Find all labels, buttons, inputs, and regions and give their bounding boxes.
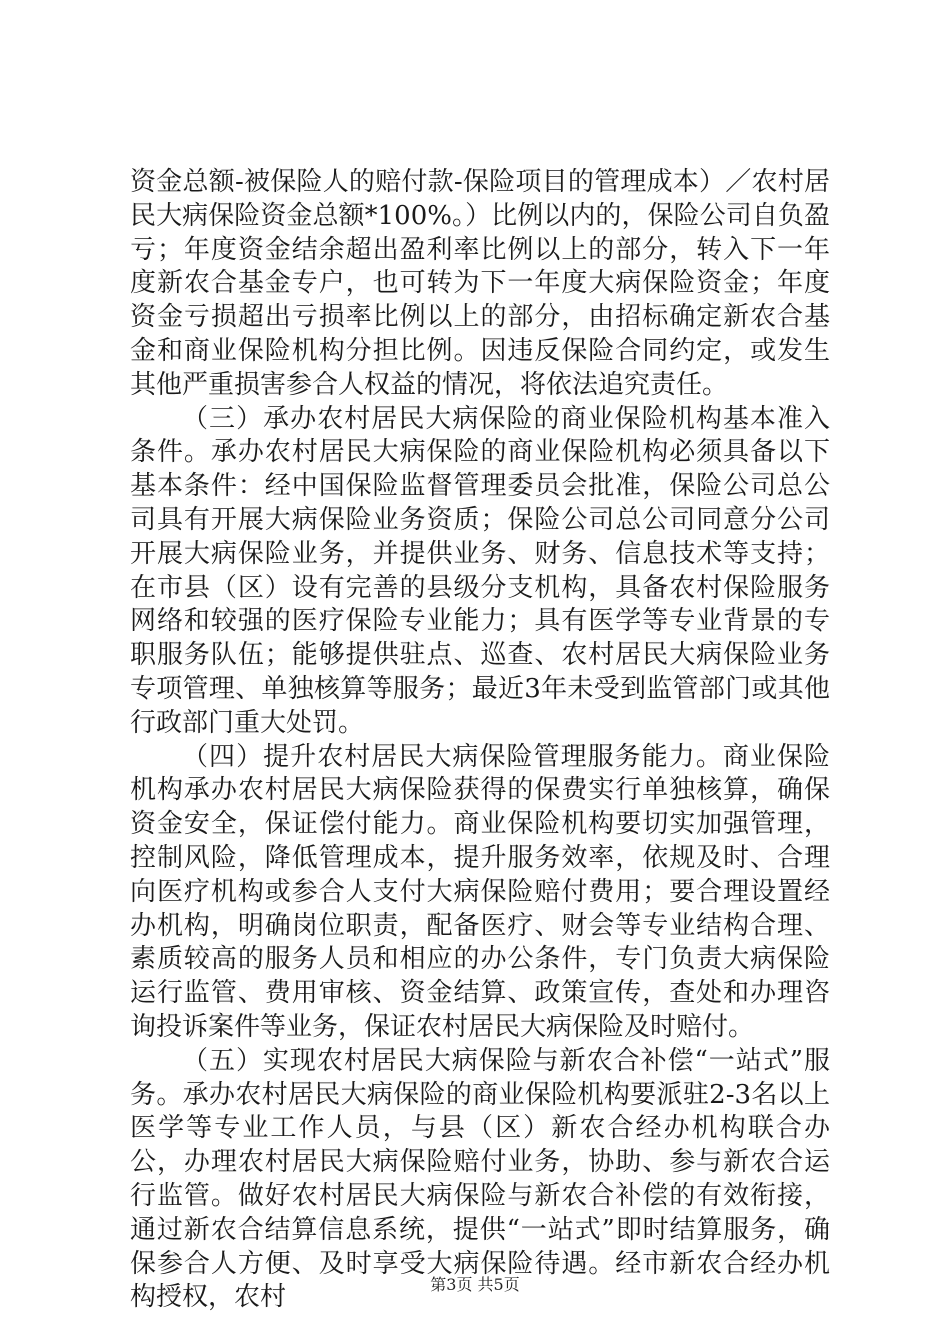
paragraph-section-four: （四）提升农村居民大病保险管理服务能力。商业保险机构承办农村居民大病保险获得的保费实行单独核算，确保资金安全，保证偿付能力。商业保险机构要切实加强管理，控制风险，降低管理成本，提升服务效率，依规及时、合理向医疗机构或参合人支付大病保险赔付费用；要合理设置经办机构，明确岗位职责，配备医疗、财会等专业结构合理、素质较高的服务人员和相应的办公条件，专门负责大病保险运行监管、费用审核、资金结算、政策宣传，查处和办理咨询投诉案件等业务，保证农村居民大病保险及时赔付。	[130, 741, 830, 1042]
paragraph-continuation: 资金总额-被保险人的赔付款-保险项目的管理成本）／农村居民大病保险资金总额*100%。）比例以内的，保险公司自负盈亏；年度资金结余超出盈利率比例以上的部分，转入下一年度新农合基金专户，也可转为下一年度大病保险资金；年度资金亏损超出亏损率比例以上的部分，由招标确定新农合基金和商业保险机构分担比例。因违反保险合同约定，或发生其他严重损害参合人权益的情况，将依法追究责任。	[130, 167, 830, 400]
paragraph-section-three: （三）承办农村居民大病保险的商业保险机构基本准入条件。承办农村居民大病保险的商业保险机构必须具备以下基本条件：经中国保险监督管理委员会批准，保险公司总公司具有开展大病保险业务资质；保险公司总公司同意分公司开展大病保险业务，并提供业务、财务、信息技术等支持；在市县（区）设有完善的县级分支机构，具备农村保险服务网络和较强的医疗保险专业能力；具有医学等专业背景的专职服务队伍；能够提供驻点、巡查、农村居民大病保险业务专项管理、单独核算等服务；最近3年未受到监管部门或其他行政部门重大处罚。	[130, 403, 830, 738]
paragraph-section-five: （五）实现农村居民大病保险与新农合补偿“一站式”服务。承办农村居民大病保险的商业保险机构要派驻2-3名以上医学等专业工作人员，与县（区）新农合经办机构联合办公，办理农村居民大病保险赔付业务，协助、参与新农合运行监管。做好农村居民大病保险与新农合补偿的有效衔接，通过新农合结算信息系统，提供“一站式”即时结算服务，确保参合人方便、及时享受大病保险待遇。经市新农合经办机构授权，农村	[130, 1045, 830, 1313]
document-body	[130, 166, 830, 1315]
page-number-footer: 第3页 共5页	[430, 1275, 520, 1294]
